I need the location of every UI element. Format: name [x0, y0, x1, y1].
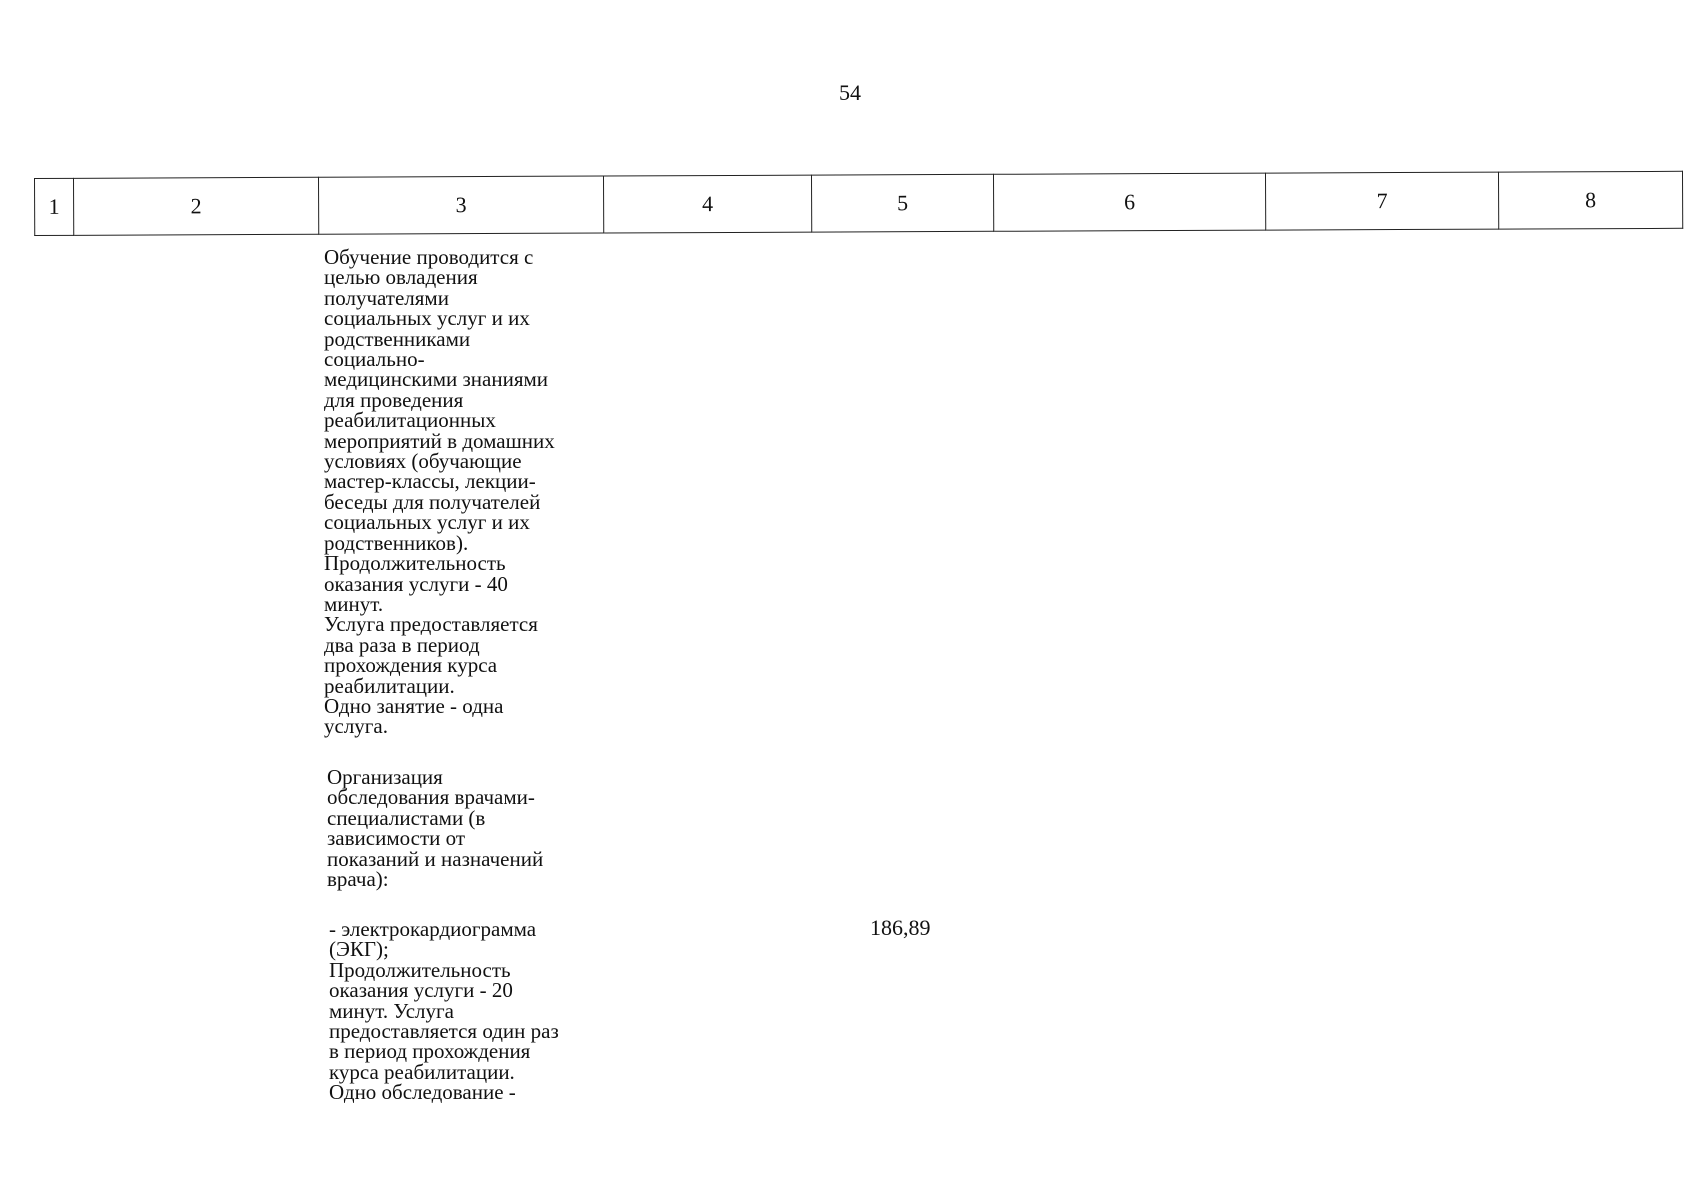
service-description-ecg: - электрокардиограмма (ЭКГ); Продолжительность оказания услуги - 20 минут. Услуга предоставляется один раз в период прохождения курса реабилитации. Одно обследование -	[329, 917, 559, 1105]
page-number: 54	[839, 80, 861, 105]
service-description-training: Обучение проводится с целью овладения получателями социальных услуг и их родственниками социально- медицинскими знаниями для проведения реабилитационных мероприятий в домашних условиях (обучающие мастер-классы, лекции- беседы для получателей социальных услуг и их родственников). Продолжительность оказания услуги - 40 минут. Услуга предоставляется два раза в период прохождения курса реабилитации. Одно занятие - одна услуга.	[324, 245, 555, 739]
header-row	[35, 171, 1683, 235]
header-cell-2: 2	[74, 177, 319, 235]
column-number-header-table	[34, 171, 1683, 236]
header-cell-7: 7	[1265, 172, 1498, 230]
service-description-examination: Организация обследования врачами- специалистами (в зависимости от показаний и назначений врача):	[327, 765, 544, 892]
header-cell-8: 8	[1498, 171, 1682, 229]
header-cell-4: 4	[603, 175, 811, 233]
header-cell-1: 1	[35, 178, 74, 235]
header-cell-5: 5	[811, 174, 993, 232]
service-price: 186,89	[870, 915, 931, 940]
header-cell-3: 3	[318, 176, 603, 234]
header-cell-6: 6	[993, 173, 1265, 231]
